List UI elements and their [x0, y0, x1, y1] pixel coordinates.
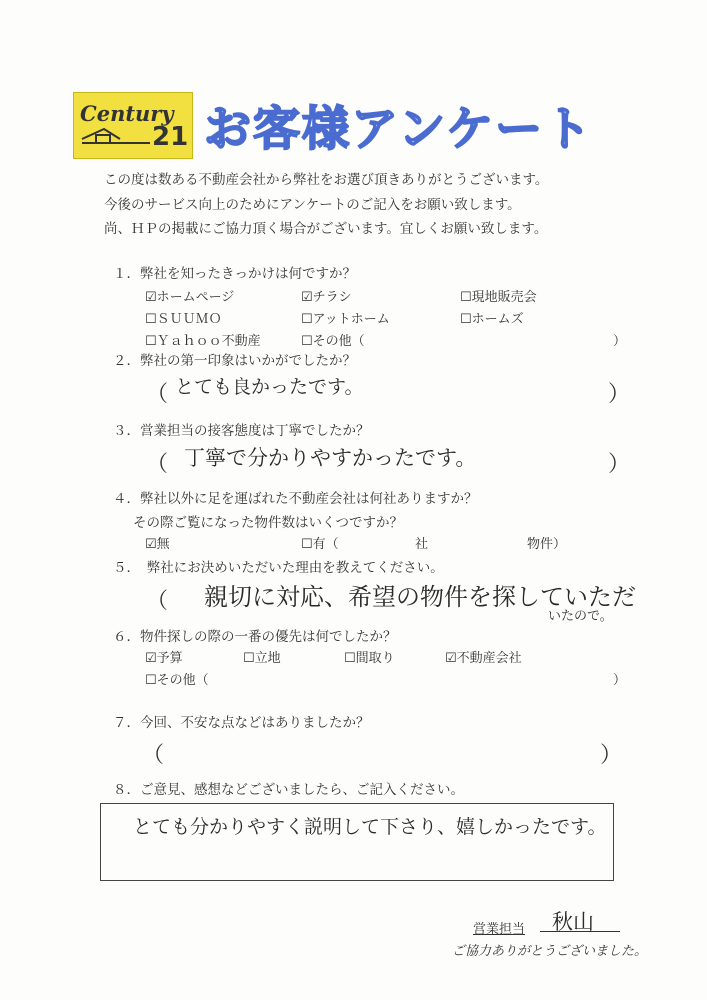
century21-logo [73, 92, 193, 159]
q3-close-paren: ） [608, 452, 631, 477]
q4-property-unit: 物件） [527, 537, 567, 552]
q2-close-paren: ） [608, 382, 631, 407]
question-2: ２．弊社の第一印象はいかがでしたか？ [113, 353, 356, 369]
q5-answer[interactable]: 親切に対応、希望の物件を探していただ [204, 583, 636, 611]
q6-option-company[interactable]: ☑不動産会社 [445, 651, 522, 666]
q6-option-location[interactable]: ☐立地 [243, 651, 281, 666]
q7-close-paren: ） [600, 743, 623, 768]
q1-option-yahoo[interactable]: ☐Ｙａｈｏｏ不動産 [145, 334, 261, 349]
q6-option-layout[interactable]: ☐間取り [344, 651, 395, 666]
intro-line-3: 尚、ＨＰの掲載にご協力頂く場合がございます。宜しくお願い致します。 [104, 221, 548, 237]
staff-underline [540, 931, 620, 932]
question-3: ３．営業担当の接客態度は丁寧でしたか？ [113, 423, 370, 439]
q4-company-unit: 社 [415, 537, 429, 552]
q5-open-paren: （ [146, 589, 169, 614]
q4-option-yes[interactable]: ☐有（ [301, 537, 339, 552]
question-1: １．弊社を知ったきっかけは何ですか？ [113, 266, 356, 282]
q1-option-athome[interactable]: ☐アットホーム [301, 312, 390, 327]
question-8: ８．ご意見、感想などございましたら、ご記入ください。 [113, 782, 464, 798]
q3-answer[interactable]: 丁寧で分かりやすかったです。 [184, 446, 477, 470]
q6-other-close-paren: ） [613, 673, 627, 688]
question-6: ６．物件探しの際の一番の優先は何でしたか？ [113, 629, 397, 645]
house-icon [74, 93, 192, 158]
svg-text:Century: Century [80, 101, 174, 126]
intro-line-2: 今後のサービス向上のためにアンケートのご記入をお願い致します。 [104, 197, 521, 213]
q1-option-homes[interactable]: ☐ホームズ [460, 312, 524, 327]
q5-answer-cont: いたので。 [548, 609, 613, 624]
q2-open-paren: （ [146, 382, 169, 407]
q1-option-flyer[interactable]: ☑チラシ [301, 290, 352, 305]
question-5: ５． 弊社にお決めいただいた理由を教えてください。 [113, 560, 444, 576]
q6-option-other[interactable]: ☐その他（ [145, 673, 209, 688]
q4-option-none[interactable]: ☑無 [145, 537, 170, 552]
q2-answer[interactable]: とても良かったです。 [175, 376, 364, 398]
svg-text:21: 21 [152, 122, 189, 152]
thanks-text: ご協力ありがとうございました。 [452, 944, 648, 959]
q1-option-other[interactable]: ☐その他（ [301, 334, 365, 349]
q7-open-paren: （ [142, 743, 165, 768]
q1-option-suumo[interactable]: ☐ＳＵＵＭＯ [145, 312, 222, 327]
staff-label: 営業担当 [473, 922, 526, 937]
q8-answer: とても分かりやすく説明して下さり、嬉しかったです。 [133, 816, 607, 838]
staff-name: 秋山 [552, 910, 594, 934]
q6-option-budget[interactable]: ☑予算 [145, 651, 183, 666]
question-4: ４．弊社以外に足を運ばれた不動産会社は何社ありますか？ [113, 491, 478, 507]
page-title: お客様アンケート [204, 102, 594, 157]
q1-option-homepage[interactable]: ☑ホームページ [145, 290, 235, 305]
question-7: ７．今回、不安な点などはありましたか？ [113, 715, 370, 731]
q3-open-paren: （ [146, 452, 169, 477]
question-4-sub: その際ご覧になった物件数はいくつですか？ [133, 515, 403, 531]
q1-other-close-paren: ） [613, 334, 627, 349]
q1-option-open-house[interactable]: ☐現地販売会 [460, 290, 537, 305]
intro-line-1: この度は数ある不動産会社から弊社をお選び頂きありがとうございます。 [104, 172, 549, 188]
